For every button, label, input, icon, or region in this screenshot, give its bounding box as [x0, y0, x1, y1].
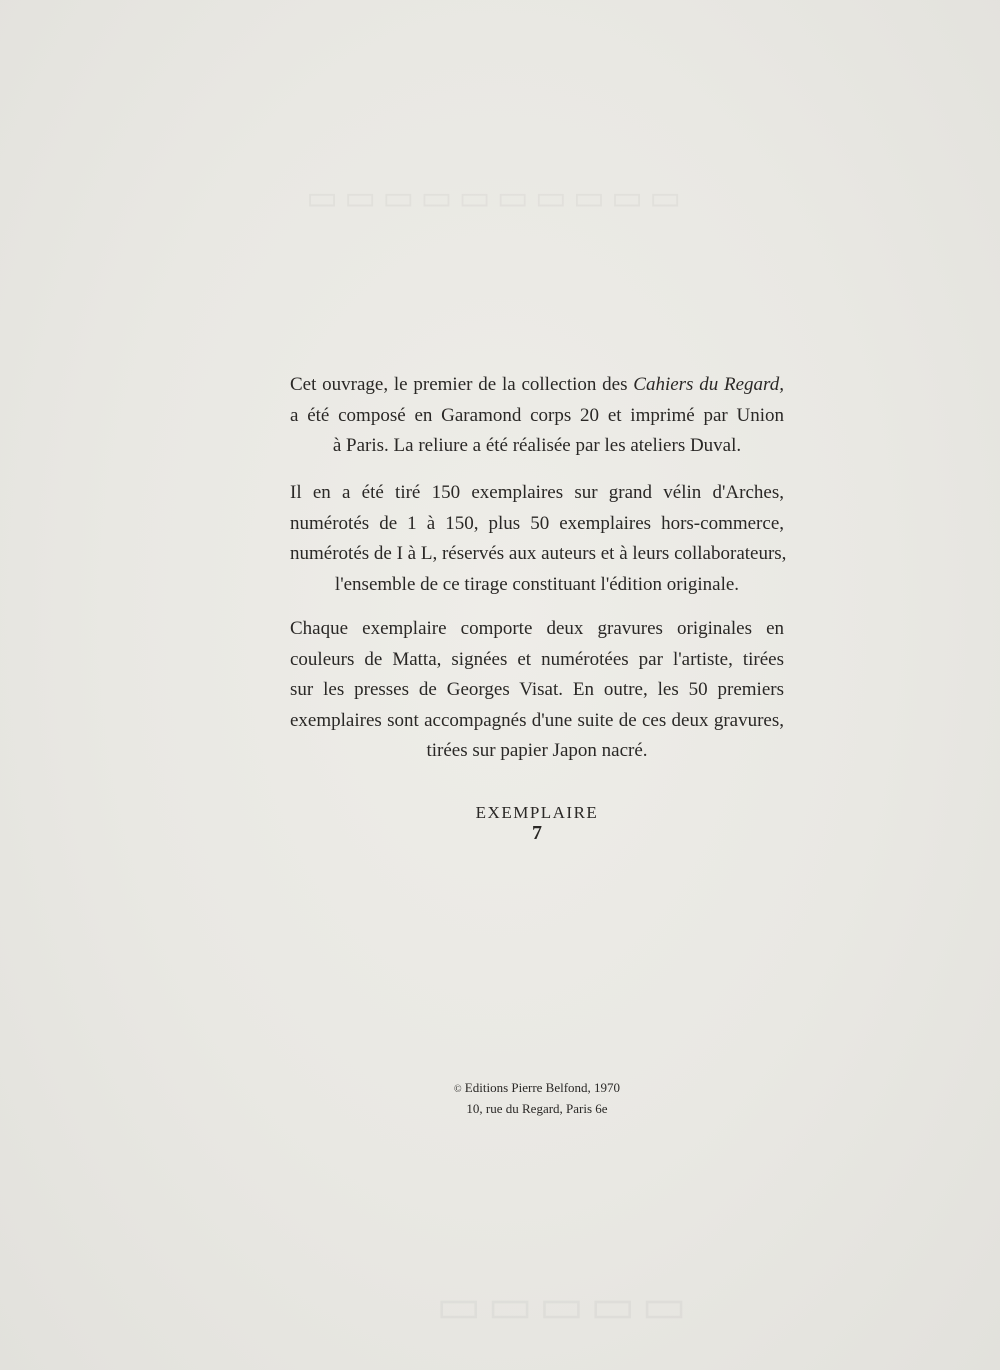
publisher-address: 10, rue du Regard, Paris 6e	[466, 1101, 608, 1116]
copyright-symbol: ©	[453, 1084, 462, 1095]
colophon-paragraph-1	[290, 370, 784, 462]
colophon-line: tirées sur papier Japon nacré.	[426, 740, 648, 762]
colophon-line: l'ensemble de ce tirage constituant l'édition originale.	[334, 573, 740, 595]
colophon-line: à Paris. La reliure a été réalisée par les ateliers Duval.	[332, 435, 742, 457]
exemplaire-label: EXEMPLAIRE	[475, 803, 599, 822]
exemplaire-number: 7	[532, 822, 542, 844]
colophon-line	[290, 370, 784, 401]
colophon-line: a été composé en Garamond corps 20 et imprimé par Union	[290, 404, 784, 426]
colophon-line: sur les presses de Georges Visat. En outre, les 50 premiers	[290, 679, 784, 701]
publisher-line	[290, 1080, 784, 1096]
colophon-line: numérotés de 1 à 150, plus 50 exemplaires hors-commerce,	[290, 512, 784, 534]
colophon-paragraph-3	[290, 614, 784, 767]
colophon-line: couleurs de Matta, signées et numérotées par l'artiste, tirées	[290, 648, 784, 670]
publisher-name: Editions Pierre Belfond, 1970	[464, 1080, 621, 1095]
watermark-ghost	[430, 1278, 687, 1334]
collection-title: Cahiers du Regard,	[633, 374, 784, 395]
colophon-line: Chaque exemplaire comporte deux gravures originales en	[290, 618, 784, 639]
colophon-line: numérotés de I à L, réservés aux auteurs et à leurs collaborateurs,	[290, 543, 787, 565]
colophon-paragraph-2	[290, 478, 787, 600]
colophon-text: Cet ouvrage, le premier de la collection des	[290, 374, 634, 395]
show-through-ghost-print	[300, 178, 681, 218]
colophon-line: exemplaires sont accompagnés d'une suite de ces deux gravures,	[290, 709, 784, 731]
colophon-line: Il en a été tiré 150 exemplaires sur grand vélin d'Arches,	[290, 482, 784, 503]
